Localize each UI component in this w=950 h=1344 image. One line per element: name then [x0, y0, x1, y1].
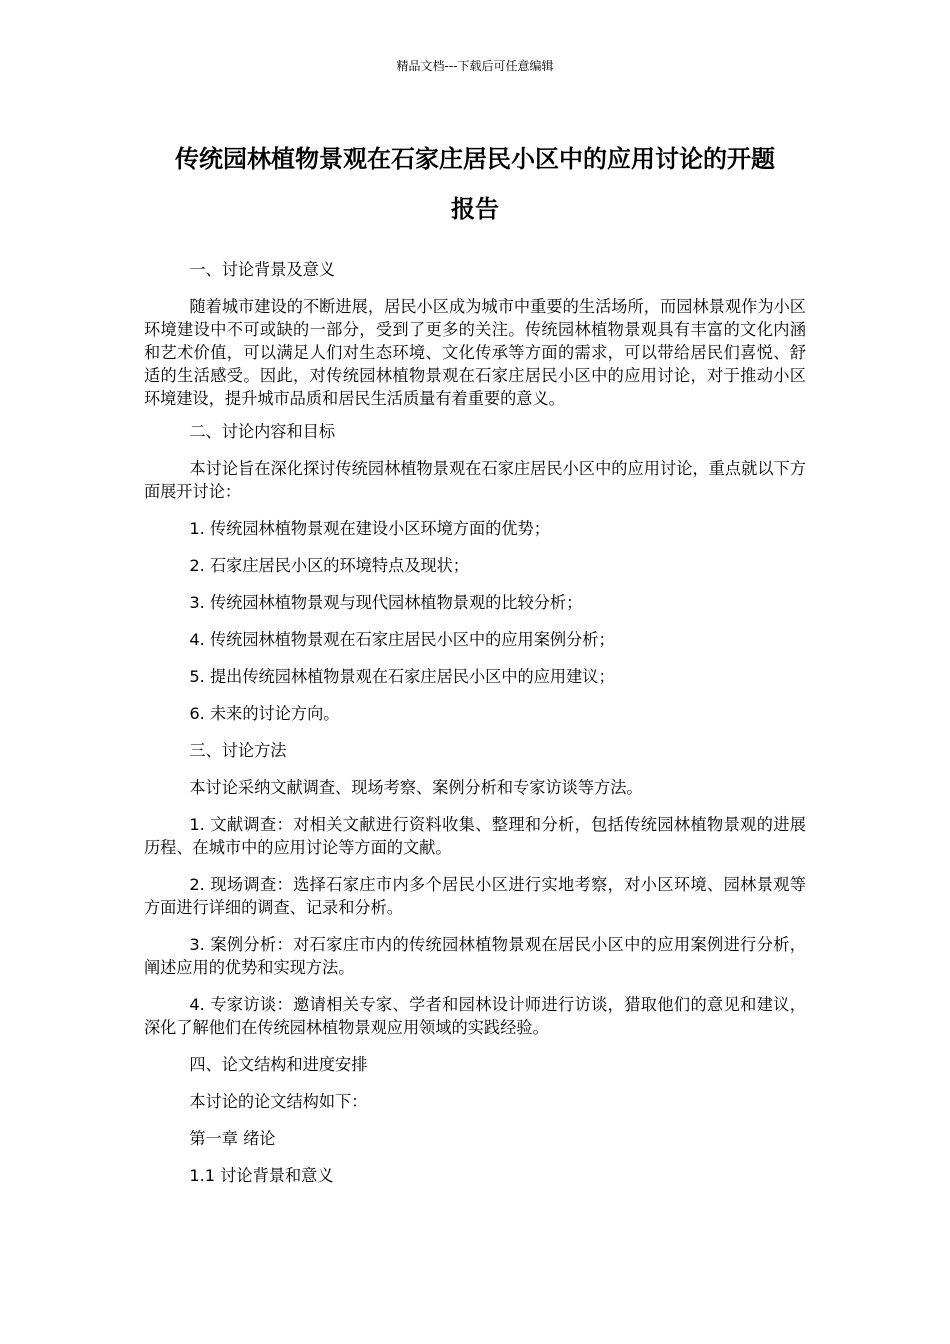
section-heading-methods: 三、讨论方法: [189, 741, 287, 760]
list-item: 6. 未来的讨论方向。: [189, 704, 340, 723]
section-heading-content: 二、讨论内容和目标: [189, 422, 336, 441]
document-body: [144, 258, 806, 1201]
title-line-1: 传统园林植物景观在石家庄居民小区中的应用讨论的开题: [175, 145, 775, 173]
list-item: 2. 石家庄居民小区的环境特点及现状；: [189, 556, 469, 575]
paragraph-methods-intro: 本讨论采纳文献调查、现场考察、案例分析和专家访谈等方法。: [189, 778, 643, 797]
paragraph-content-intro: 本讨论旨在深化探讨传统园林植物景观在石家庄居民小区中的应用讨论，重点就以下方面展开讨论：: [144, 459, 806, 501]
list-item: 4. 传统园林植物景观在石家庄居民小区中的应用案例分析；: [189, 630, 615, 649]
list-item: 5. 提出传统园林植物景观在石家庄居民小区中的应用建议；: [189, 667, 615, 686]
list-item: 3. 案例分析：对石家庄市内的传统园林植物景观在居民小区中的应用案例进行分析，阐述应用的优势和实现方法。: [144, 935, 806, 977]
section-heading-background: 一、讨论背景及意义: [189, 260, 336, 279]
list-item: 3. 传统园林植物景观与现代园林植物景观的比较分析；: [189, 593, 583, 612]
list-item: 1. 传统园林植物景观在建设小区环境方面的优势；: [189, 519, 550, 538]
paragraph-structure-intro: 本讨论的论文结构如下：: [189, 1092, 368, 1111]
list-item: 1. 文献调查：对相关文献进行资料收集、整理和分析，包括传统园林植物景观的进展历程、在城市中的应用讨论等方面的文献。: [144, 815, 806, 857]
header-note: 精品文档---下载后可任意编辑: [396, 59, 554, 73]
section-heading-structure: 四、论文结构和进度安排: [189, 1055, 368, 1074]
list-item: 2. 现场调查：选择石家庄市内多个居民小区进行实地考察，对小区环境、园林景观等方面进行详细的调查、记录和分析。: [144, 875, 806, 917]
paragraph-background: 随着城市建设的不断进展，居民小区成为城市中重要的生活场所，而园林景观作为小区环境建设中不可或缺的一部分，受到了更多的关注。传统园林植物景观具有丰富的文化内涵和艺术价值，可以满足人们对生态环境、文化传承等方面的需求，可以带给居民们喜悦、舒适的生活感受。因此，对传统园林植物景观在石家庄居民小区中的应用讨论，对于推动小区环境建设，提升城市品质和居民生活质量有着重要的意义。: [144, 297, 806, 408]
title-line-2: 报告: [451, 195, 499, 223]
chapter-heading: 第一章 绪论: [189, 1129, 276, 1148]
list-item: 4. 专家访谈：邀请相关专家、学者和园林设计师进行访谈，猎取他们的意见和建议，深化了解他们在传统园林植物景观应用领域的实践经验。: [144, 995, 806, 1037]
subsection-heading: 1.1 讨论背景和意义: [189, 1166, 334, 1185]
document-title: [100, 134, 850, 234]
